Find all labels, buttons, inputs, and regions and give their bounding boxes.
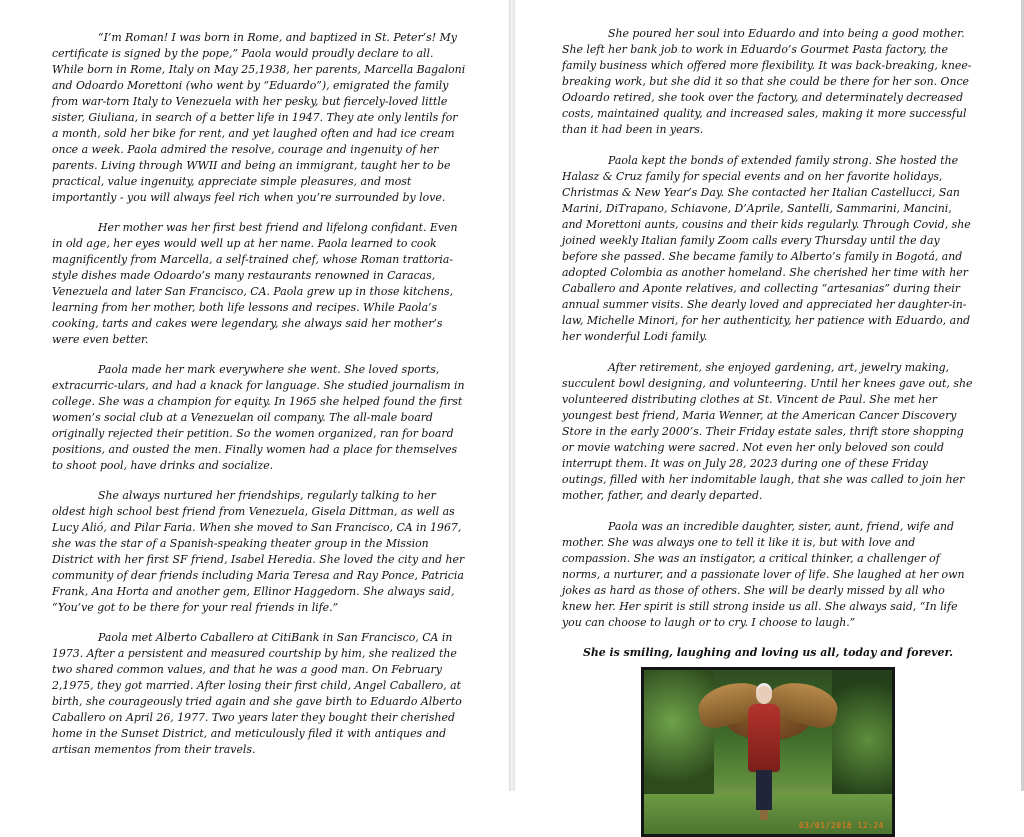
right-page bbox=[514, 0, 1024, 830]
woman-head bbox=[756, 686, 772, 704]
memorial-photo bbox=[641, 667, 895, 837]
woman-legs bbox=[756, 770, 772, 810]
paragraph-marriage: Paola met Alberto Caballero at CitiBank in San Francisco, CA in 1973. After a persistent and measured courtship by him, she realized the two shared common values, and that he was a good man. On February 2,1975, they got married. After losing their first child, Angel Caballero, at birth, she courageously tried again and she gave birth to Eduardo Alberto Caballero on April 26, 1977. Two years later they bought their cherished home in the Sunset District, and meticulously filed it with antiques and artisan mementos from their travels. bbox=[52, 631, 462, 756]
left-page bbox=[0, 0, 510, 791]
photo-date-stamp: 03/01/2018 12:24 bbox=[798, 821, 884, 830]
closing-line: She is smiling, laughing and loving us all, today and forever. bbox=[582, 646, 954, 659]
photo-foliage-right bbox=[832, 670, 892, 810]
paragraph-mother: Her mother was her first best friend and lifelong confidant. Even in old age, her eyes would well up at her name. Paola learned to cook magnificently from Marcella, a self-trained chef, whose Roman trattoria-style dishes made Odoardo’s many restaurants renowned in Caracas, Venezuela and later San Francisco, CA. Paola grew up in those kitchens, learning from her mother, both life lessons and recipes. While Paola’s cooking, tarts and cakes were legendary, she always said her mother’s were even better. bbox=[52, 221, 458, 346]
paragraph-career: Paola made her mark everywhere she went. She loved sports, extracurric-ulars, and had a knack for language. She studied journalism in college. She was a champion for equity. In 1965 she helped found the first women’s social club at a Venezuelan oil company. The all-male board originally rejected their petition. So the women organized, ran for board positions, and ousted the men. Finally women had a place for themselves to shoot pool, have drinks and socialize. bbox=[52, 363, 465, 472]
paragraph-friendships: She always nurtured her friendships, regularly talking to her oldest high school best friend from Venezuela, Gisela Dittman, as well as Lucy Alió, and Pilar Faria. When she moved to San Francisco, CA in 1967, she was the star of a Spanish-speaking theater group in the Mission District with her first SF friend, Isabel Heredia. She loved the city and her community of dear friends including Maria Teresa and Ray Ponce, Patricia Frank, Ana Horta and another gem, Ellinor Haggedorn. She always said, “You’ve got to be there for your real friends in life.” bbox=[52, 489, 465, 614]
woman-figure bbox=[748, 704, 780, 772]
paragraph-tribute: Paola was an incredible daughter, sister, aunt, friend, wife and mother. She was always one to tell it like it is, but with love and compassion. She was an instigator, a critical thinker, a challenger of norms, a nurturer, and a passionate lover of life. She laughed at her own jokes as hard as those of others. She will be dearly missed by all who knew her. Her spirit is still strong inside us all. She always said, “In life you can choose to laugh or to cry. I choose to laugh.” bbox=[562, 520, 965, 629]
photo-foliage-left bbox=[644, 670, 714, 800]
paragraph-motherhood: She poured her soul into Eduardo and into being a good mother. She left her bank job to work in Eduardo’s Gourmet Pasta factory, the family business which offered more flexibility. It was back-breaking, knee-breaking work, but she did it so that she could be there for her son. Once Odoardo retired, she took over the factory, and determinately decreased costs, maintained quality, and increased sales, making it more successful than it had been in years. bbox=[562, 27, 972, 136]
paragraph-origins: “I’m Roman! I was born in Rome, and baptized in St. Peter’s! My certificate is signed by the pope,” Paola would proudly declare to all. While born in Rome, Italy on May 25,1938, her parents, Marcella Bagaloni and Odoardo Morettoni (who went by “Eduardo”), emigrated the family from war-torn Italy to Venezuela with her pesky, but fiercely-loved little sister, Giuliana, in search of a better life in 1947. They ate only lentils for a month, sold her bike for rent, and yet laughed often and had ice cream once a week. Paola admired the resolve, courage and ingenuity of her parents. Living through WWII and being an immigrant, taught her to be practical, value ingenuity, appreciate simple pleasures, and most importantly - you will always feel rich when you’re surrounded by love. bbox=[52, 31, 466, 204]
paragraph-retirement: After retirement, she enjoyed gardening, art, jewelry making, succulent bowl designing, and volunteering. Until her knees gave out, she volunteered distributing clothes at St. Vincent de Paul. She met her youngest best friend, Maria Wenner, at the American Cancer Discovery Store in the early 2000’s. Their Friday estate sales, thrift store shopping or movie watching were sacred. Not even her only beloved son could interrupt them. It was on July 28, 2023 during one of these Friday outings, filled with her indomitable laugh, that she was called to join her mother, father, and dearly departed. bbox=[562, 361, 973, 502]
paragraph-family: Paola kept the bonds of extended family strong. She hosted the Halasz & Cruz family for special events and on her favorite holidays, Christmas & New Year’s Day. She contacted her Italian Castellucci, San Marini, DiTrapano, Schiavone, D’Aprile, Santelli, Sammarini, Mancini, and Morettoni aunts, cousins and their kids regularly. Through Covid, she joined weekly Italian family Zoom calls every Thursday until the day before she passed. She became family to Alberto’s family in Bogotá, and adopted Colombia as another homeland. She cherished her time with her Caballero and Aponte relatives, and collecting “artesanias” during their annual summer visits. She dearly loved and appreciated her daughter-in-law, Michelle Minori, for her authenticity, her patience with Eduardo, and her wonderful Lodi family. bbox=[562, 154, 971, 343]
